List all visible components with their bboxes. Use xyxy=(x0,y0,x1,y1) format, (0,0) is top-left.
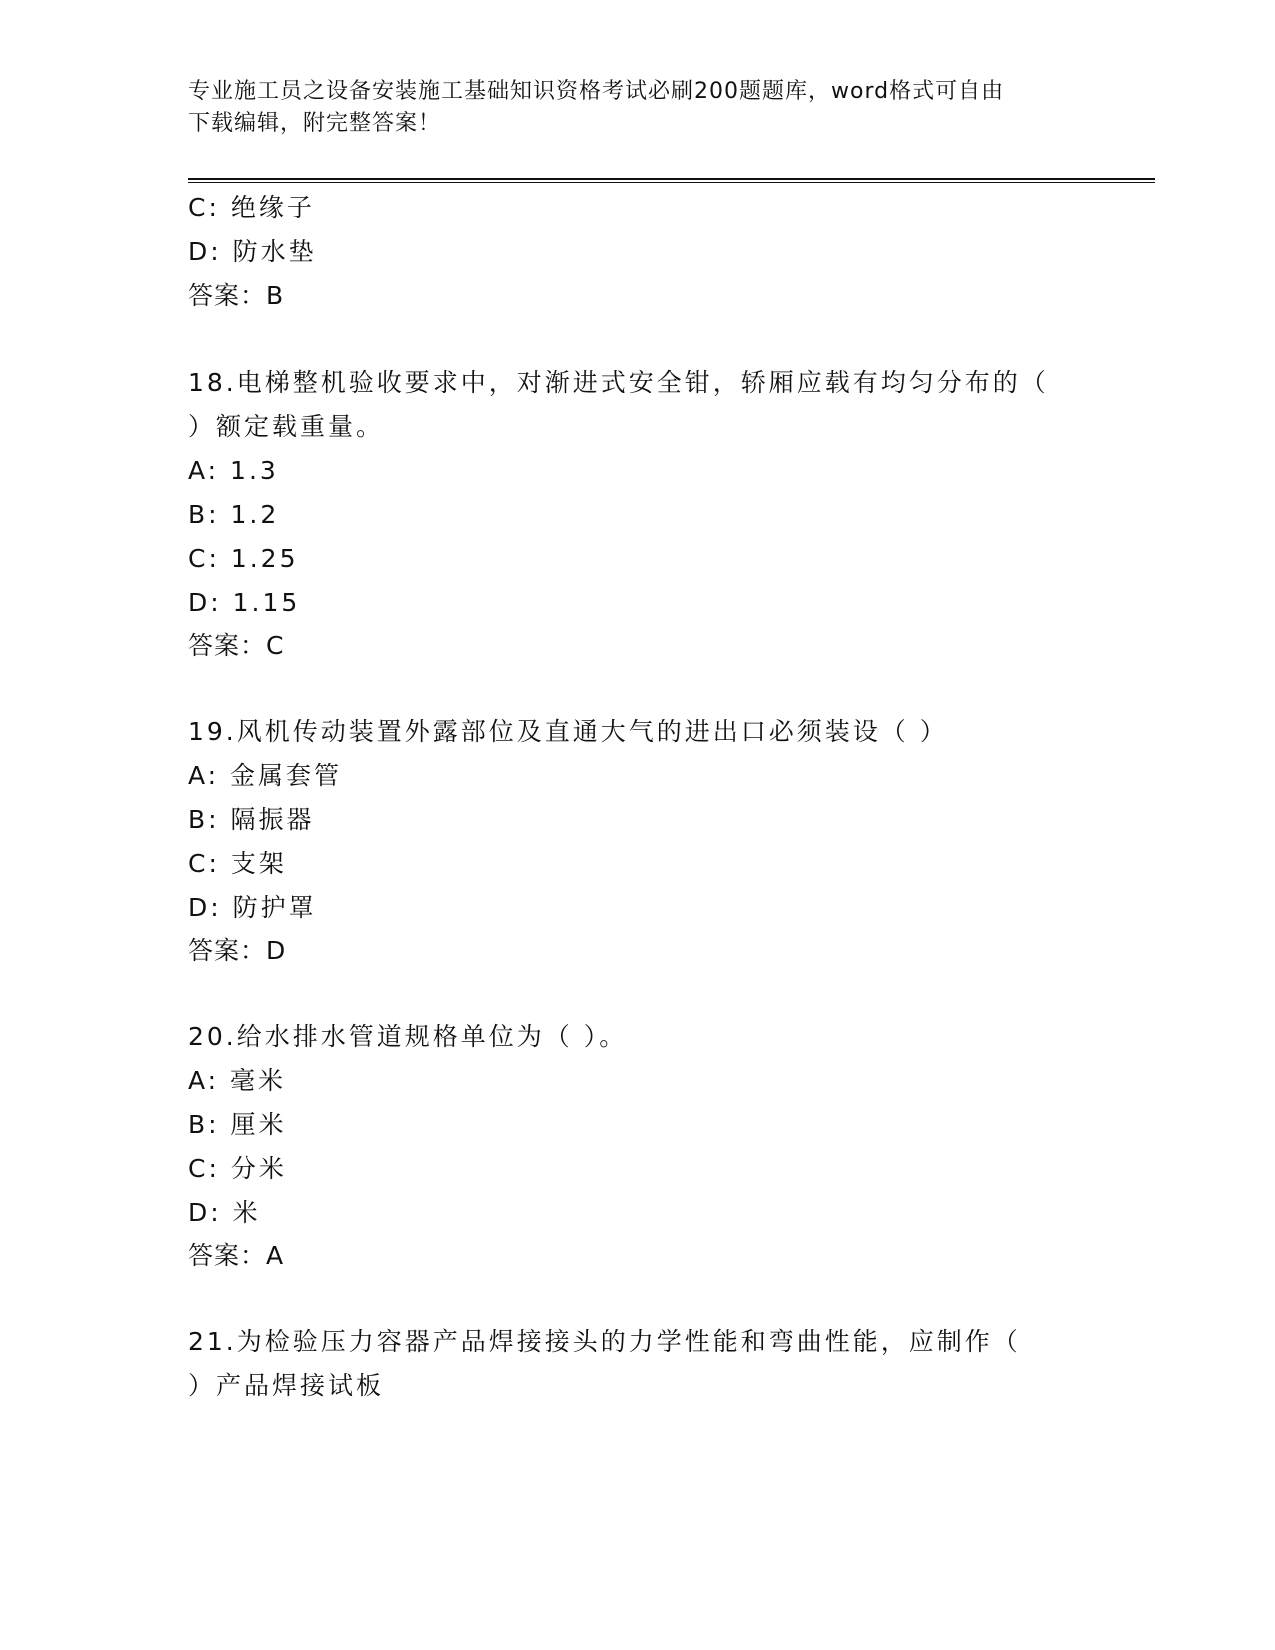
q19-option-a: A: 金属套管 xyxy=(188,761,343,790)
header-title-line-2: 下载编辑，附完整答案！ xyxy=(188,111,442,136)
q19-option-c: C: 支架 xyxy=(188,849,287,878)
q18-option-b: B: 1.2 xyxy=(188,500,280,529)
q20-option-a: A: 毫米 xyxy=(188,1066,287,1095)
q18-option-c: C: 1.25 xyxy=(188,544,299,573)
document-header xyxy=(188,76,1088,140)
q21-stem-line-2: ）产品焊接试板 xyxy=(188,1371,385,1400)
q20-option-d: D: 米 xyxy=(188,1198,261,1227)
q19-answer: 答案：D xyxy=(188,936,287,965)
header-title-line-1: 专业施工员之设备安装施工基础知识资格考试必刷200题题库，word格式可自由 xyxy=(188,79,1005,104)
q18-stem-line-1: 18.电梯整机验收要求中，对渐进式安全钳，轿厢应载有均匀分布的（ xyxy=(188,368,1049,397)
q18-stem-line-2: ）额定载重量。 xyxy=(188,412,385,441)
q19-option-d: D: 防护罩 xyxy=(188,893,317,922)
q21-stem-line-1: 21.为检验压力容器产品焊接接头的力学性能和弯曲性能，应制作（ xyxy=(188,1327,1021,1356)
q20-stem-line-1: 20.给水排水管道规格单位为（ ）。 xyxy=(188,1022,628,1051)
q17-option-c: C: 绝缘子 xyxy=(188,193,315,222)
q20-option-b: B: 厘米 xyxy=(188,1110,287,1139)
q19-stem-line-1: 19.风机传动装置外露部位及直通大气的进出口必须装设（ ） xyxy=(188,717,948,746)
q20-option-c: C: 分米 xyxy=(188,1154,287,1183)
q17-option-d: D: 防水垫 xyxy=(188,237,317,266)
q17-answer: 答案：B xyxy=(188,281,285,310)
q18-option-d: D: 1.15 xyxy=(188,588,301,617)
q18-answer: 答案：C xyxy=(188,631,285,660)
q19-option-b: B: 隔振器 xyxy=(188,805,315,834)
q20-answer: 答案：A xyxy=(188,1241,285,1270)
q18-option-a: A: 1.3 xyxy=(188,456,279,485)
header-divider xyxy=(188,178,1155,183)
